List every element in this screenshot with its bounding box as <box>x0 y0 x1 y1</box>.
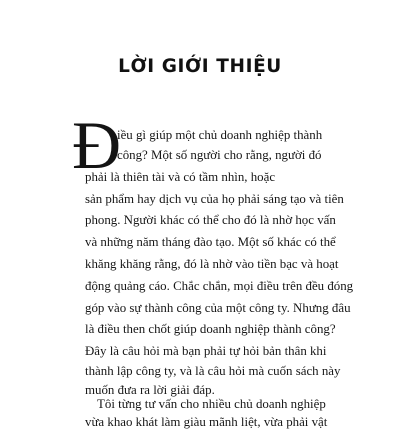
drop-cap: Đ <box>72 107 122 183</box>
paragraph-line: sản phẩm hay dịch vụ của họ phải sáng tạo và tiên <box>85 192 344 206</box>
paragraph-line: Tôi từng tư vấn cho nhiều chủ doanh nghiệp <box>97 397 326 411</box>
paragraph-line: muốn đưa ra lời giải đáp. <box>85 383 215 397</box>
chapter-title: LỜI GIỚI THIỆU <box>118 56 282 77</box>
paragraph-line: và những năm tháng đào tạo. Một số khác có thể <box>85 235 336 249</box>
paragraph-line: iều gì giúp một chủ doanh nghiệp thành <box>117 128 323 142</box>
paragraph-line: Đây là câu hỏi mà bạn phải tự hỏi bản thân khi <box>85 344 327 358</box>
paragraph-line: góp vào sự thành công của một công ty. Nhưng đâu <box>85 301 351 315</box>
paragraph-line: vừa khao khát làm giàu mãnh liệt, vừa phải vật <box>85 415 328 429</box>
paragraph-line: khăng khăng rằng, đó là nhờ vào tiền bạc và hoạt <box>85 257 339 271</box>
paragraph-line: phải là thiên tài và có tầm nhìn, hoặc <box>85 170 276 184</box>
paragraph-line: là điều then chốt giúp doanh nghiệp thành công? <box>85 322 336 336</box>
paragraph-line: thành lập công ty, và là câu hỏi mà cuốn sách này <box>85 364 341 378</box>
paragraph-line: động quảng cáo. Chắc chắn, mọi điều trên đều đóng <box>85 279 354 293</box>
paragraph-line: công? Một số người cho rằng, người đó <box>117 148 322 162</box>
paragraph-line: phong. Người khác có thể cho đó là nhờ học vấn <box>85 213 336 227</box>
